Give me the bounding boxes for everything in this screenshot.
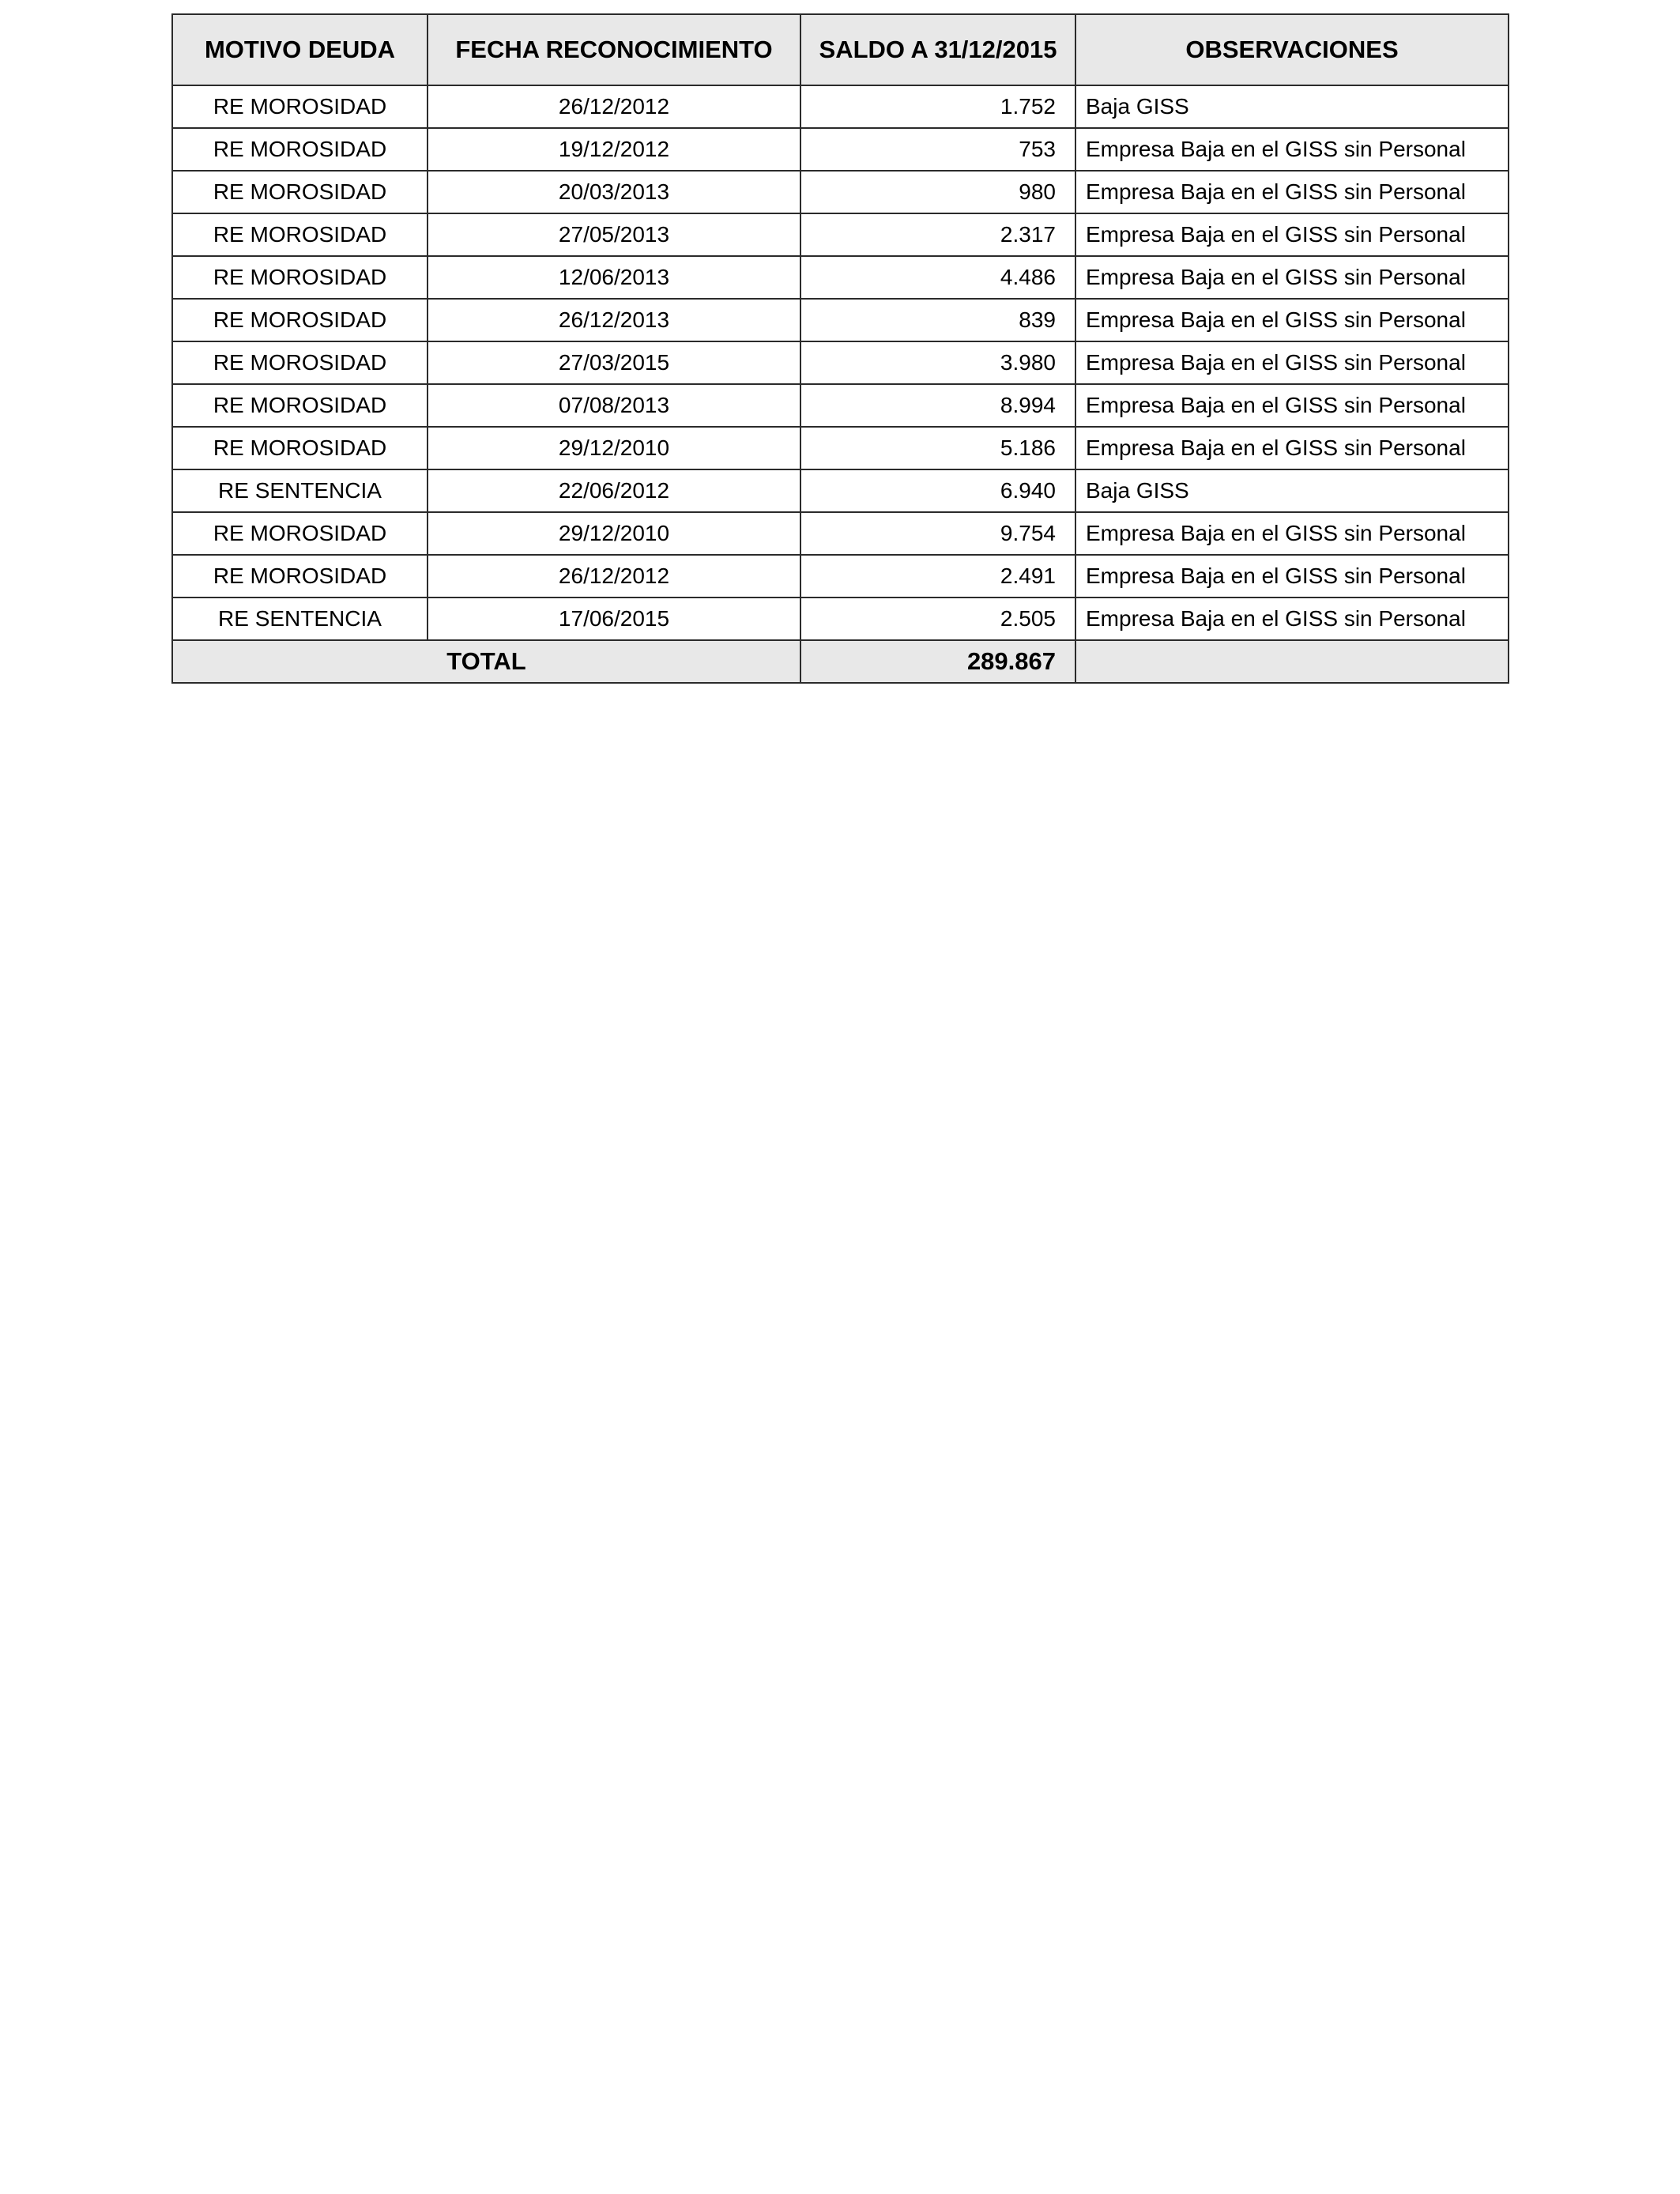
table-row bbox=[172, 85, 1509, 128]
header-saldo: SALDO A 31/12/2015 bbox=[800, 14, 1075, 85]
cell-fecha-reconocimiento: 27/05/2013 bbox=[428, 213, 800, 256]
cell-observaciones: Empresa Baja en el GISS sin Personal bbox=[1075, 128, 1509, 171]
cell-motivo-deuda: RE MOROSIDAD bbox=[172, 427, 428, 469]
total-observaciones bbox=[1075, 640, 1509, 683]
cell-fecha-reconocimiento: 26/12/2012 bbox=[428, 555, 800, 598]
cell-saldo: 839 bbox=[800, 299, 1075, 341]
cell-motivo-deuda: RE MOROSIDAD bbox=[172, 256, 428, 299]
cell-motivo-deuda: RE MOROSIDAD bbox=[172, 128, 428, 171]
cell-motivo-deuda: RE MOROSIDAD bbox=[172, 555, 428, 598]
cell-saldo: 5.186 bbox=[800, 427, 1075, 469]
cell-saldo: 6.940 bbox=[800, 469, 1075, 512]
table-row bbox=[172, 384, 1509, 427]
cell-observaciones: Empresa Baja en el GISS sin Personal bbox=[1075, 512, 1509, 555]
cell-motivo-deuda: RE MOROSIDAD bbox=[172, 512, 428, 555]
cell-fecha-reconocimiento: 07/08/2013 bbox=[428, 384, 800, 427]
cell-saldo: 980 bbox=[800, 171, 1075, 213]
cell-observaciones: Empresa Baja en el GISS sin Personal bbox=[1075, 427, 1509, 469]
cell-motivo-deuda: RE MOROSIDAD bbox=[172, 341, 428, 384]
cell-saldo: 2.505 bbox=[800, 598, 1075, 640]
cell-motivo-deuda: RE MOROSIDAD bbox=[172, 213, 428, 256]
cell-observaciones: Baja GISS bbox=[1075, 469, 1509, 512]
header-row bbox=[172, 14, 1509, 85]
header-observaciones: OBSERVACIONES bbox=[1075, 14, 1509, 85]
table-row bbox=[172, 299, 1509, 341]
table-row bbox=[172, 512, 1509, 555]
cell-fecha-reconocimiento: 19/12/2012 bbox=[428, 128, 800, 171]
cell-fecha-reconocimiento: 26/12/2012 bbox=[428, 85, 800, 128]
cell-fecha-reconocimiento: 26/12/2013 bbox=[428, 299, 800, 341]
cell-observaciones: Empresa Baja en el GISS sin Personal bbox=[1075, 598, 1509, 640]
cell-observaciones: Baja GISS bbox=[1075, 85, 1509, 128]
cell-saldo: 753 bbox=[800, 128, 1075, 171]
cell-motivo-deuda: RE MOROSIDAD bbox=[172, 85, 428, 128]
cell-saldo: 8.994 bbox=[800, 384, 1075, 427]
cell-observaciones: Empresa Baja en el GISS sin Personal bbox=[1075, 171, 1509, 213]
table-row bbox=[172, 555, 1509, 598]
cell-observaciones: Empresa Baja en el GISS sin Personal bbox=[1075, 341, 1509, 384]
header-motivo-deuda: MOTIVO DEUDA bbox=[172, 14, 428, 85]
header-fecha-reconocimiento: FECHA RECONOCIMIENTO bbox=[428, 14, 800, 85]
cell-observaciones: Empresa Baja en el GISS sin Personal bbox=[1075, 299, 1509, 341]
cell-observaciones: Empresa Baja en el GISS sin Personal bbox=[1075, 256, 1509, 299]
total-value: 289.867 bbox=[800, 640, 1075, 683]
table-row bbox=[172, 469, 1509, 512]
cell-motivo-deuda: RE MOROSIDAD bbox=[172, 384, 428, 427]
table-row bbox=[172, 128, 1509, 171]
table-body bbox=[172, 85, 1509, 640]
cell-saldo: 2.491 bbox=[800, 555, 1075, 598]
cell-saldo: 4.486 bbox=[800, 256, 1075, 299]
cell-observaciones: Empresa Baja en el GISS sin Personal bbox=[1075, 213, 1509, 256]
cell-motivo-deuda: RE SENTENCIA bbox=[172, 469, 428, 512]
cell-fecha-reconocimiento: 29/12/2010 bbox=[428, 427, 800, 469]
cell-saldo: 3.980 bbox=[800, 341, 1075, 384]
cell-observaciones: Empresa Baja en el GISS sin Personal bbox=[1075, 555, 1509, 598]
cell-saldo: 9.754 bbox=[800, 512, 1075, 555]
cell-saldo: 2.317 bbox=[800, 213, 1075, 256]
cell-fecha-reconocimiento: 12/06/2013 bbox=[428, 256, 800, 299]
table-row bbox=[172, 213, 1509, 256]
cell-motivo-deuda: RE MOROSIDAD bbox=[172, 171, 428, 213]
cell-saldo: 1.752 bbox=[800, 85, 1075, 128]
total-label: TOTAL bbox=[172, 640, 800, 683]
cell-motivo-deuda: RE MOROSIDAD bbox=[172, 299, 428, 341]
cell-fecha-reconocimiento: 22/06/2012 bbox=[428, 469, 800, 512]
table-header bbox=[172, 14, 1509, 85]
table-row bbox=[172, 427, 1509, 469]
cell-fecha-reconocimiento: 29/12/2010 bbox=[428, 512, 800, 555]
table-row bbox=[172, 598, 1509, 640]
cell-motivo-deuda: RE SENTENCIA bbox=[172, 598, 428, 640]
cell-fecha-reconocimiento: 20/03/2013 bbox=[428, 171, 800, 213]
total-row bbox=[172, 640, 1509, 683]
cell-fecha-reconocimiento: 17/06/2015 bbox=[428, 598, 800, 640]
cell-observaciones: Empresa Baja en el GISS sin Personal bbox=[1075, 384, 1509, 427]
cell-fecha-reconocimiento: 27/03/2015 bbox=[428, 341, 800, 384]
table-row bbox=[172, 341, 1509, 384]
debt-table bbox=[171, 13, 1509, 684]
table-row bbox=[172, 256, 1509, 299]
table-row bbox=[172, 171, 1509, 213]
table-footer bbox=[172, 640, 1509, 683]
